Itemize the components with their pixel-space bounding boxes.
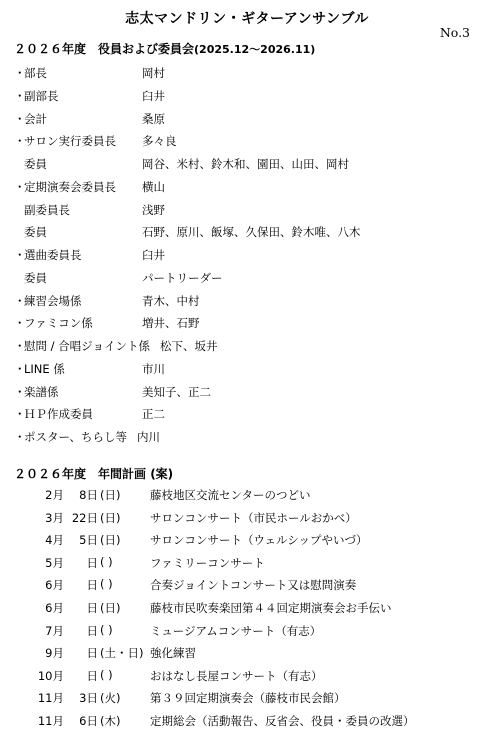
schedule-month: 6月 — [45, 600, 64, 615]
officer-row — [14, 65, 217, 88]
officer-row — [14, 315, 217, 338]
officer-role: 選曲委員長 — [24, 248, 82, 262]
schedule-day: 8日 — [79, 488, 98, 502]
schedule-weekday: (土・日) — [100, 646, 144, 661]
schedule-weekday: ( ) — [100, 667, 113, 682]
schedule-event: 第３９回定期演奏会（藤枝市民会館） — [150, 691, 346, 706]
bullet: ・ — [14, 384, 26, 399]
officer-names: 横山 — [142, 179, 165, 194]
bullet: ・ — [14, 293, 26, 308]
officers-list — [14, 65, 361, 452]
schedule-year: ２０２６年度 — [14, 467, 87, 481]
officer-row — [14, 338, 217, 361]
document-number: No.3 — [439, 25, 470, 40]
officer-row — [14, 179, 217, 202]
officer-names: 石野、原川、飯塚、久保田、鈴木唯、八木 — [142, 225, 361, 240]
schedule-event: ファミリーコンサート — [150, 555, 265, 570]
schedule-event: サロンコンサート（ウェルシップやいづ） — [150, 533, 368, 548]
officers-subheading: 役員および委員会 — [98, 42, 195, 56]
schedule-weekday: (日) — [100, 533, 121, 548]
schedule-weekday: (木) — [100, 713, 121, 728]
schedule-month: 6月 — [45, 578, 64, 593]
officer-row — [14, 293, 217, 316]
officers-heading — [14, 40, 315, 57]
officer-names: 内川 — [137, 430, 161, 444]
officer-role: 楽譜係 — [24, 384, 59, 399]
bullet: ・ — [14, 339, 26, 353]
bullet: ・ — [14, 407, 26, 422]
officer-names: 青木、中村 — [142, 293, 200, 308]
bullet: ・ — [14, 179, 26, 194]
schedule-day: 日 — [86, 555, 98, 570]
officer-row — [14, 202, 217, 225]
officer-role: LINE 係 — [24, 361, 65, 376]
officer-row — [14, 361, 217, 384]
officer-role: ＨＰ作成委員 — [24, 407, 93, 422]
schedule-weekday: (日) — [100, 510, 121, 525]
officer-names: 臼井 — [142, 248, 165, 262]
schedule-day: 22日 — [71, 510, 98, 525]
officer-row — [14, 88, 217, 111]
schedule-weekday: (日) — [100, 488, 121, 502]
officers-year: ２０２６年度 — [14, 42, 87, 56]
officer-role: 練習会場係 — [24, 293, 82, 308]
officer-row — [14, 247, 217, 270]
officer-names: 桑原 — [142, 111, 165, 126]
officer-names: 松下、坂井 — [159, 339, 218, 353]
schedule-weekday: ( ) — [100, 554, 113, 569]
schedule-day: 3日 — [79, 691, 98, 706]
officer-role: サロン実行委員長 — [24, 134, 116, 149]
schedule-day: 日 — [86, 668, 98, 683]
schedule-weekday: (火) — [100, 691, 121, 706]
schedule-heading — [14, 465, 173, 482]
schedule-month: 5月 — [45, 555, 64, 570]
officer-row — [14, 384, 217, 407]
officer-role: 委員 — [24, 157, 47, 171]
officer-row — [14, 429, 217, 452]
schedule-event: 定期総会（活動報告、反省会、役員・委員の改選） — [150, 713, 415, 728]
officer-role: 副委員長 — [24, 202, 70, 217]
bullet: ・ — [14, 88, 26, 103]
officer-role: 定期演奏会委員長 — [24, 179, 116, 194]
schedule-day: 5日 — [79, 533, 98, 548]
officer-role: 委員 — [24, 270, 47, 285]
officer-row — [14, 111, 217, 134]
bullet: ・ — [14, 430, 26, 444]
schedule-weekday: ( ) — [100, 577, 113, 592]
schedule-event: おはなし長屋コンサート（有志） — [150, 668, 323, 683]
schedule-month: 11月 — [37, 713, 64, 728]
officer-names: 美知子、正二 — [142, 384, 211, 399]
officer-row — [14, 406, 217, 429]
schedule-weekday: (日) — [100, 600, 121, 615]
officer-role: 会計 — [24, 111, 47, 126]
schedule-event: 藤枝市民吹奏楽団第４４回定期演奏会お手伝い — [150, 600, 392, 615]
schedule-day: 6日 — [79, 713, 98, 728]
schedule-month: 11月 — [37, 691, 64, 706]
officer-row — [14, 270, 223, 293]
schedule-event: 強化練習 — [150, 646, 196, 661]
officer-names: 増井、石野 — [142, 316, 200, 331]
officer-role: 副部長 — [24, 88, 59, 103]
officer-names: パートリーダー — [142, 270, 223, 285]
officers-period: (2025.12～2026.11) — [194, 43, 316, 56]
schedule-event: サロンコンサート（市民ホールおかべ） — [150, 510, 357, 525]
schedule-weekday: ( ) — [100, 622, 113, 637]
officer-names: 岡村 — [142, 66, 165, 80]
schedule-month: 3月 — [45, 510, 64, 525]
bullet: ・ — [14, 134, 26, 149]
schedule-subheading: 年間計画 (案) — [98, 467, 174, 481]
officer-role: ポスター、ちらし等 — [24, 430, 128, 444]
officer-names: 正二 — [142, 407, 165, 422]
officer-role: 慰問 / 合唱ジョイント係 — [24, 339, 150, 353]
bullet: ・ — [14, 248, 26, 262]
officer-row — [14, 133, 217, 156]
officer-role: 部長 — [24, 66, 47, 80]
schedule-event: 藤枝地区交流センターのつどい — [150, 488, 311, 502]
schedule-month: 9月 — [45, 646, 64, 661]
officer-names: 臼井 — [142, 88, 165, 103]
officer-names: 岡谷、米村、鈴木和、園田、山田、岡村 — [142, 157, 349, 171]
schedule-month: 10月 — [37, 668, 64, 683]
schedule-day: 日 — [86, 646, 98, 661]
officer-row — [14, 224, 361, 247]
schedule-month: 4月 — [45, 533, 64, 548]
schedule-day: 日 — [86, 600, 98, 615]
bullet: ・ — [14, 316, 26, 331]
officer-role: ファミコン係 — [24, 316, 93, 331]
schedule-day: 日 — [86, 578, 98, 593]
bullet: ・ — [14, 66, 26, 80]
schedule-day: 日 — [86, 623, 98, 638]
schedule-event: 合奏ジョイントコンサート又は慰問演奏 — [150, 578, 357, 593]
officer-names: 市川 — [142, 361, 165, 376]
bullet: ・ — [14, 361, 26, 376]
officer-role: 委員 — [24, 225, 47, 240]
officer-names: 多々良 — [142, 134, 177, 149]
schedule-month: 7月 — [45, 623, 64, 638]
schedule-month: 2月 — [45, 488, 64, 502]
schedule-event: ミュージアムコンサート（有志） — [150, 623, 322, 638]
bullet: ・ — [14, 111, 26, 126]
document-title: 志太マンドリン・ギターアンサンブル — [125, 11, 369, 27]
officer-names: 浅野 — [142, 202, 165, 217]
officer-row — [14, 156, 349, 179]
